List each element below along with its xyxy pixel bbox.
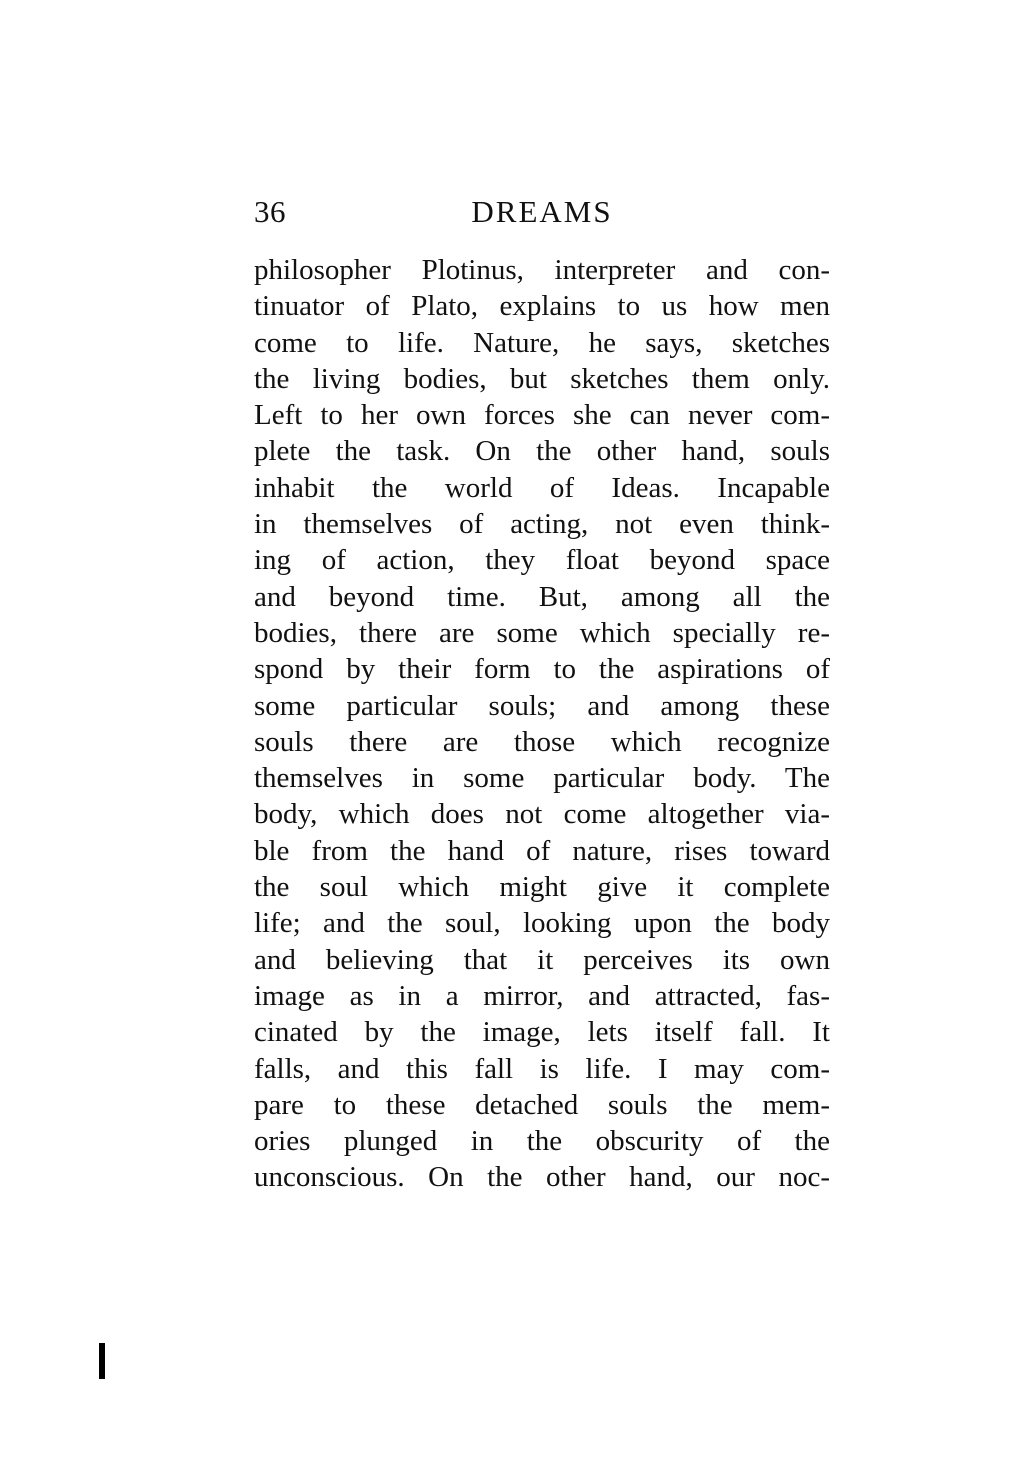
text-line: philosopher Plotinus, interpreter and con-: [254, 254, 830, 286]
text-line: themselves in some particular body. The: [254, 762, 830, 795]
body-text: [254, 252, 830, 1196]
page-number: 36: [254, 194, 286, 229]
text-line: cinated by the image, lets itself fall. It: [254, 1016, 830, 1049]
text-line: ories plunged in the obscurity of the: [254, 1125, 830, 1158]
text-line: body, which does not come altogether via-: [254, 798, 830, 831]
text-line: plete the task. On the other hand, souls: [254, 435, 830, 468]
scan-margin-mark: [99, 1343, 105, 1379]
text-line: image as in a mirror, and attracted, fas-: [254, 979, 830, 1012]
text-line: some particular souls; and among these: [254, 689, 830, 722]
text-line: souls there are those which recognize: [254, 725, 830, 758]
text-line: in themselves of acting, not even think-: [254, 508, 830, 541]
text-line: ble from the hand of nature, rises toward: [254, 834, 830, 867]
text-line: and beyond time. But, among all the: [254, 580, 830, 613]
text-line: and believing that it perceives its own: [254, 943, 830, 976]
text-line: inhabit the world of Ideas. Incapable: [254, 471, 830, 504]
text-line: unconscious. On the other hand, our noc-: [254, 1161, 830, 1194]
running-head: [254, 190, 830, 234]
text-line: ing of action, they float beyond space: [254, 544, 830, 577]
text-line: bodies, there are some which specially re-: [254, 616, 830, 649]
text-line: life; and the soul, looking upon the body: [254, 907, 830, 940]
text-line: Left to her own forces she can never com-: [254, 399, 830, 432]
text-line: pare to these detached souls the mem-: [254, 1088, 830, 1121]
text-line: the soul which might give it complete: [254, 871, 830, 904]
text-line: the living bodies, but sketches them only.: [254, 362, 830, 395]
running-title: DREAMS: [471, 194, 613, 229]
text-line: tinuator of Plato, explains to us how men: [254, 290, 830, 323]
text-line: falls, and this fall is life. I may com-: [254, 1052, 830, 1085]
text-line: come to life. Nature, he says, sketches: [254, 326, 830, 359]
text-line: spond by their form to the aspirations of: [254, 653, 830, 686]
